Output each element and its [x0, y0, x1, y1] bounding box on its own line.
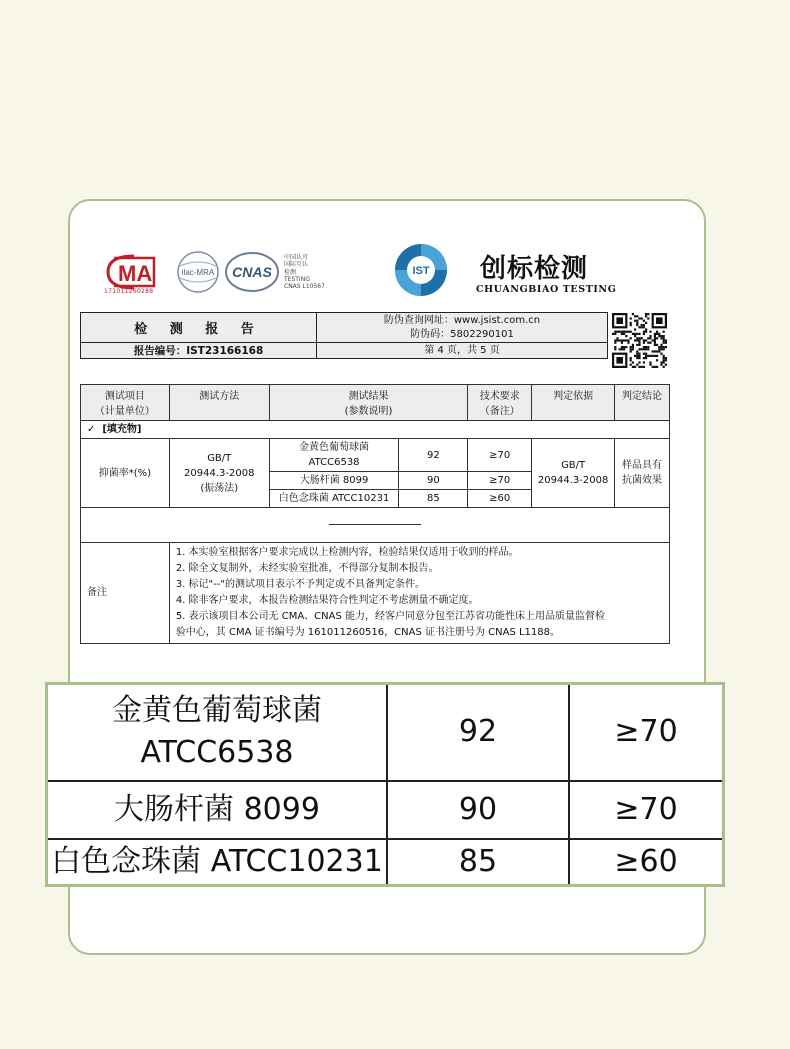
header-basis: 判定依据: [532, 385, 615, 421]
report-header-table: [80, 312, 608, 359]
basis-cell: GB/T 20944.3-2008: [532, 439, 615, 508]
remarks-list: [169, 543, 669, 644]
zoom-requirement: ≥60: [569, 839, 724, 886]
zoomed-results-table: [45, 682, 725, 887]
verify-code: 防伪码：5802290101: [410, 328, 514, 340]
header-method: 测试方法: [169, 385, 269, 421]
qr-code: [612, 313, 667, 368]
verify-info: [317, 313, 608, 343]
page-info: 第 4 页，共 5 页: [317, 343, 608, 359]
header-requirement: 技术要求 （备注）: [468, 385, 532, 421]
svg-text:ilac-MRA: ilac-MRA: [181, 268, 215, 277]
zoom-requirement: ≥70: [569, 781, 724, 839]
remark-item: 2. 除全文复制外，未经实验室批准，不得部分复制本报告。: [175, 563, 439, 574]
remark-item: 3. 标记"--"的测试项目表示不予判定或不具备判定条件。: [175, 579, 425, 590]
zoom-requirement: ≥70: [569, 684, 724, 781]
report-title: 检 测 报 告: [81, 313, 317, 343]
zoom-value: 92: [387, 684, 569, 781]
zoom-value: 85: [387, 839, 569, 886]
remark-item: 1. 本实验室根据客户要求完成以上检测内容，检验结果仅适用于收到的样品。: [175, 547, 519, 558]
end-mark-line: [329, 524, 421, 525]
remark-item: 验中心，其 CMA 证书编号为 161011260516，CNAS 证书注册号为 CNAS L1188。: [175, 627, 561, 638]
remarks-label: 备注: [81, 543, 170, 644]
zoom-row: [47, 684, 724, 781]
test-method: GB/T 20944.3-2008 (振荡法): [169, 439, 269, 508]
header-item: 测试项目 （计量单位）: [81, 385, 170, 421]
brand-name-cn: 创标检测: [480, 254, 589, 284]
zoom-organism: 白色念珠菌 ATCC10231: [47, 839, 388, 886]
result-row: [81, 439, 670, 472]
svg-text:MA: MA: [118, 261, 153, 286]
check-icon: ✓: [87, 424, 96, 435]
results-table: [80, 384, 670, 644]
header-result: 测试结果 (参数说明): [269, 385, 468, 421]
svg-text:CNAS: CNAS: [232, 264, 272, 280]
verify-site: 防伪查询网址：www.jsist.com.cn: [383, 314, 541, 326]
requirement-value: ≥70: [468, 472, 532, 490]
result-value: 85: [399, 490, 468, 508]
accreditation-logos: [104, 248, 344, 298]
brand-name-en: CHUANGBIAO TESTING: [476, 284, 617, 295]
remarks-row: [81, 543, 670, 644]
ist-logo: [393, 242, 449, 298]
item-name: 抑菌率*(%): [81, 439, 170, 508]
requirement-value: ≥60: [468, 490, 532, 508]
result-value: 92: [399, 439, 468, 472]
result-value: 90: [399, 472, 468, 490]
section-label: ✓ [填充物]: [81, 421, 670, 439]
cnas-logo: [224, 250, 280, 294]
svg-text:IST: IST: [412, 265, 430, 277]
zoom-value: 90: [387, 781, 569, 839]
cnas-accreditation-note: 中国认可 国际互认 检测 TESTING CNAS L10567: [284, 254, 325, 291]
report-number: 报告编号：IST23166168: [81, 343, 317, 359]
organism-cell: 大肠杆菌 8099: [269, 472, 399, 490]
requirement-value: ≥70: [468, 439, 532, 472]
organism-cell: 白色念珠菌 ATCC10231: [269, 490, 399, 508]
remark-item: 4. 除非客户要求，本报告检测结果符合性判定不考虑测量不确定度。: [175, 595, 479, 606]
remark-item: 5. 表示该项目本公司无 CMA、CNAS 能力，经客户同意分包至江苏省功能性床上用品质量监督检: [175, 611, 605, 622]
cma-logo: [104, 252, 164, 292]
spacer-row: [81, 508, 670, 543]
header-conclusion: 判定结论: [615, 385, 670, 421]
cma-number: 171011260288: [104, 288, 154, 295]
ilac-mra-logo: [176, 250, 220, 294]
zoom-organism: 金黄色葡萄球菌 ATCC6538: [47, 684, 388, 781]
zoom-row: [47, 839, 724, 886]
conclusion-cell: 样品具有 抗菌效果: [615, 439, 670, 508]
results-header-row: [81, 385, 670, 421]
zoom-organism: 大肠杆菌 8099: [47, 781, 388, 839]
zoom-row: [47, 781, 724, 839]
organism-cell: 金黄色葡萄球菌 ATCC6538: [269, 439, 399, 472]
end-mark-cell: [81, 508, 670, 543]
section-row: [81, 421, 670, 439]
